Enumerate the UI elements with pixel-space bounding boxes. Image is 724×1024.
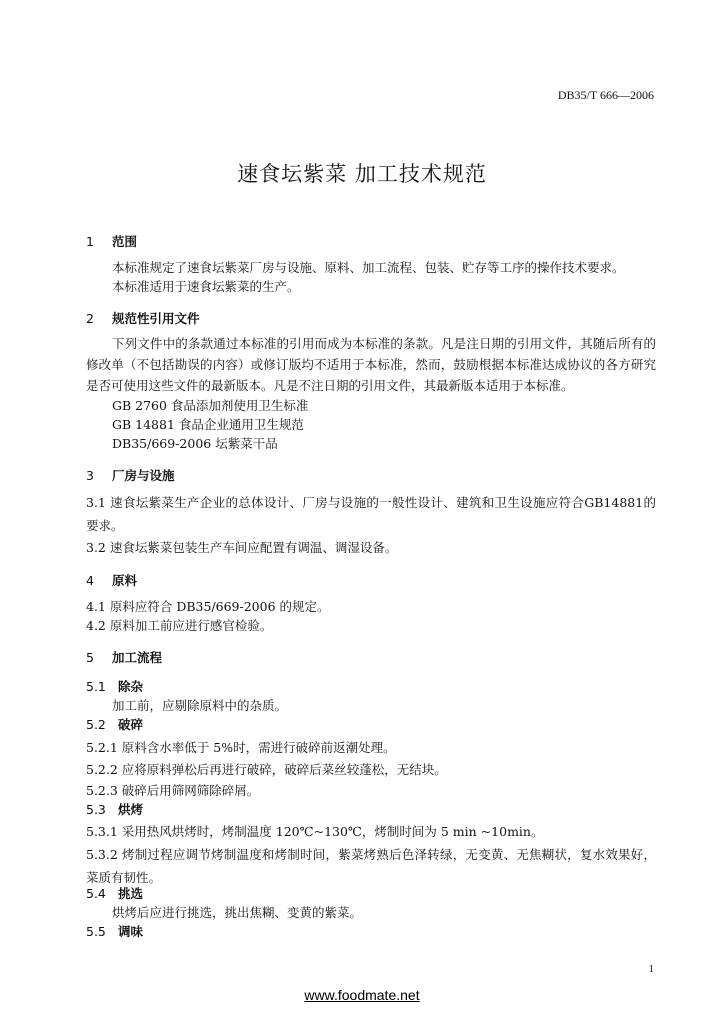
subsection-title: 调味 <box>118 924 144 939</box>
subsection-number: 5.3 <box>86 802 106 817</box>
clause-5-3-2: 5.3.2 烤制过程应调节烤制温度和烤制时间，紫菜烤熟后色泽转绿，无变黄、无焦糊状，复水效果好，菜质有韧性。 <box>86 847 656 885</box>
reference-item: GB 14881 食品企业通用卫生规范 <box>112 417 304 432</box>
clause-3-1: 3.1 速食坛紫菜生产企业的总体设计、厂房与设施的一般性设计、建筑和卫生设施应符合GB14881的要求。 <box>86 495 656 533</box>
standard-code: DB35/T 666—2006 <box>557 88 654 102</box>
clause-5-3-1: 5.3.1 采用热风烘烤时，烤制温度 120℃~130℃，烤制时间为 5 min ~10min。 <box>86 824 544 839</box>
clause-4-1: 4.1 原料应符合 DB35/669-2006 的规定。 <box>86 599 330 614</box>
subsection-title: 破碎 <box>118 717 144 732</box>
section-title: 规范性引用文件 <box>112 311 200 326</box>
clause-3-2: 3.2 速食坛紫菜包装生产车间应配置有调温、调湿设备。 <box>86 540 398 555</box>
section-3-heading <box>86 466 175 485</box>
section-title: 加工流程 <box>112 650 163 665</box>
clause-4-2: 4.2 原料加工前应进行感官检验。 <box>86 618 273 633</box>
section-1-heading <box>86 232 137 251</box>
section-2-heading <box>86 309 200 328</box>
reference-item: GB 2760 食品添加剂使用卫生标准 <box>112 398 309 413</box>
section-title: 厂房与设施 <box>112 468 175 483</box>
subsection-5-5-heading <box>86 922 143 941</box>
subsection-number: 5.1 <box>86 679 106 694</box>
subsection-number: 5.5 <box>86 924 106 939</box>
reference-item: DB35/669-2006 坛紫菜干品 <box>112 436 278 451</box>
subsection-5-4-heading <box>86 884 143 903</box>
section-number: 3 <box>86 468 94 483</box>
clause-5-1-text: 加工前，应剔除原料中的杂质。 <box>112 698 288 713</box>
clause-5-2-3: 5.2.3 破碎后用筛网筛除碎屑。 <box>86 783 260 798</box>
subsection-5-1-heading <box>86 677 143 696</box>
section-number: 5 <box>86 650 94 665</box>
subsection-number: 5.2 <box>86 717 106 732</box>
subsection-5-2-heading <box>86 715 143 734</box>
subsection-title: 除杂 <box>118 679 144 694</box>
page-number: 1 <box>648 963 654 975</box>
section-title: 范围 <box>112 234 138 249</box>
section-5-heading <box>86 648 162 667</box>
section-4-heading <box>86 571 137 590</box>
sec1-paragraph-1: 本标准规定了速食坛紫菜厂房与设施、原料、加工流程、包装、贮存等工序的操作技术要求。 <box>112 260 625 275</box>
section-number: 2 <box>86 311 94 326</box>
section-title: 原料 <box>112 573 138 588</box>
clause-5-4-text: 烘烤后应进行挑选，挑出焦糊、变黄的紫菜。 <box>112 905 363 920</box>
section-number: 4 <box>86 573 94 588</box>
section-number: 1 <box>86 234 94 249</box>
clause-5-2-1: 5.2.1 原料含水率低于 5%时，需进行破碎前返潮处理。 <box>86 740 396 755</box>
clause-5-2-2: 5.2.2 应将原料弹松后再进行破碎，破碎后菜丝较蓬松，无结块。 <box>86 762 447 777</box>
footer-website-link[interactable]: www.foodmate.net <box>304 987 420 1003</box>
sec1-paragraph-2: 本标准适用于速食坛紫菜的生产。 <box>112 279 300 294</box>
subsection-number: 5.4 <box>86 886 106 901</box>
subsection-title: 挑选 <box>118 886 144 901</box>
sec2-paragraph: 下列文件中的条款通过本标准的引用而成为本标准的条款。凡是注日期的引用文件，其随后所有的修改单（不包括勘误的内容）或修订版均不适用于本标准，然而，鼓励根据本标准达成协议的各方研究是否可使用这些文件的最新版本。凡是不注日期的引用文件，其最新版本适用于本标准。 <box>86 336 656 393</box>
subsection-title: 烘烤 <box>118 802 144 817</box>
subsection-5-3-heading <box>86 800 143 819</box>
document-title: 速食坛紫菜 加工技术规范 <box>237 162 487 186</box>
